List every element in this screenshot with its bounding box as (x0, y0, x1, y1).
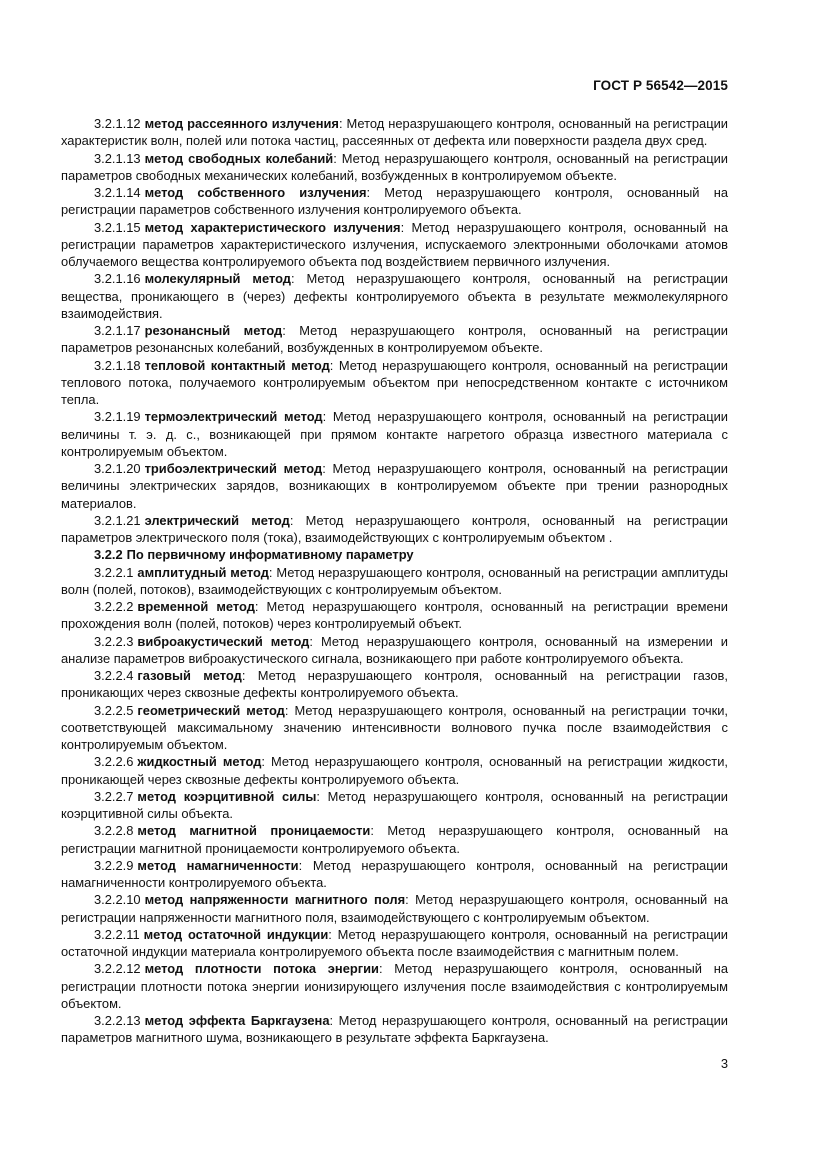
term-title: метод характеристического излучения (144, 219, 401, 235)
clause-number: 3.2.1.16 (94, 271, 141, 287)
term-definition: : Метод неразрушающего контроля, основанный на регистрации магнитной проницаемости контролируемого объекта. (61, 823, 729, 856)
term-paragraph (61, 891, 728, 926)
term-paragraph (61, 822, 728, 857)
term-definition: : Метод неразрушающего контроля, основанный на регистрации параметров свободных механических колебаний, возбужденных в контролируемом объекте. (61, 150, 728, 183)
term-title: метод рассеянного излучения (144, 116, 339, 131)
term-title: метод плотности потока энергии (144, 961, 379, 977)
term-definition: : Метод неразрушающего контроля, основанный на регистрации времени прохождения волн (полей, потоков) через контролируемый объект. (61, 599, 728, 632)
term-paragraph (61, 460, 728, 512)
term-paragraph (61, 184, 728, 219)
term-definition: : Метод неразрушающего контроля, основанный на регистрации амплитуды волн (полей, потоков), взаимодействующих с контролируемым объектом. (61, 564, 728, 597)
clause-number: 3.2.2.8 (94, 823, 134, 839)
clause-number: 3.2.2.6 (94, 754, 134, 770)
term-title: метод свободных колебаний (144, 150, 334, 166)
term-paragraph (61, 1012, 728, 1047)
clause-number: 3.2.2.1 (94, 564, 134, 580)
term-title: метод намагниченности (137, 857, 299, 873)
section-heading (61, 546, 728, 563)
term-title: термоэлектрический метод (144, 409, 323, 425)
clause-number: 3.2.2.9 (94, 857, 134, 873)
clause-number: 3.2.1.18 (94, 357, 141, 373)
term-paragraph (61, 960, 728, 1012)
document-code-header: ГОСТ Р 56542—2015 (593, 78, 728, 93)
term-definition: : Метод неразрушающего контроля, основанный на регистрации коэрцитивной силы объекта. (61, 788, 729, 821)
term-paragraph (61, 857, 728, 892)
term-definition: : Метод неразрушающего контроля, основанный на регистрации теплового потока, получаемого контролируемым объектом при непосредственном контакте с источником тепла. (61, 357, 728, 407)
term-paragraph (61, 322, 728, 357)
term-paragraph (61, 150, 728, 185)
term-title: виброакустический метод (137, 633, 310, 649)
term-definition: : Метод неразрушающего контроля, основанный на регистрации остаточной индукции материала контролируемого объекта после взаимодействия с магнитным полем. (61, 926, 729, 959)
term-title: молекулярный метод (144, 271, 291, 287)
term-paragraph (61, 598, 728, 633)
term-paragraph (61, 564, 728, 599)
term-definition: : Метод неразрушающего контроля, основанный на регистрации характеристик волн, полей или потока частиц, рассеянных от дефекта или поверхности раздела двух сред. (61, 116, 728, 149)
term-paragraph (61, 753, 728, 788)
term-definition: : Метод неразрушающего контроля, основанный на регистрации точки, соответствующей максимальному значению интенсивности волнового пучка после взаимодействия с контролируемым объектом. (61, 702, 728, 752)
term-definition: : Метод неразрушающего контроля, основанный на регистрации намагниченности контролируемого объекта. (61, 857, 728, 890)
document-body (61, 115, 728, 1047)
term-paragraph (61, 633, 728, 668)
term-definition: : Метод неразрушающего контроля, основанный на регистрации параметров характеристического излучения, испускаемого электронными оболочками атомов облучаемого вещества контролируемого объекта под воздействием первичного излучения. (61, 219, 728, 269)
term-title: резонансный метод (144, 323, 283, 338)
term-definition: : Метод неразрушающего контроля, основанный на регистрации величины электрических зарядов, возникающих в контролируемом объекте при трении разнородных материалов. (61, 461, 728, 511)
clause-number: 3.2.1.12 (94, 116, 141, 131)
term-title: геометрический метод (137, 702, 285, 718)
clause-number: 3.2.1.15 (94, 219, 141, 235)
term-paragraph (61, 357, 728, 409)
clause-number: 3.2.2.4 (94, 668, 134, 683)
term-title: газовый метод (137, 668, 242, 683)
term-definition: : Метод неразрушающего контроля, основанный на регистрации параметров резонансных колебаний, возбужденных в контролируемом объекте. (61, 323, 728, 356)
term-paragraph (61, 270, 728, 322)
clause-number: 3.2.2.11 (94, 926, 140, 942)
term-paragraph (61, 702, 728, 754)
clause-number: 3.2.1.21 (94, 512, 141, 528)
term-definition: : Метод неразрушающего контроля, основанный на регистрации параметров электрического поля (тока), взаимодействующих с контролируемым объектом . (61, 512, 728, 545)
term-paragraph (61, 926, 728, 961)
term-title: метод магнитной проницаемости (137, 823, 371, 839)
clause-number: 3.2.2.10 (94, 892, 141, 908)
clause-number: 3.2.2.2 (94, 599, 134, 614)
term-paragraph (61, 788, 728, 823)
term-title: метод эффекта Баркгаузена (144, 1013, 330, 1028)
clause-number: 3.2.2.3 (94, 633, 134, 649)
term-paragraph (61, 408, 728, 460)
clause-number: 3.2.1.17 (94, 323, 141, 338)
term-title: амплитудный метод (137, 564, 269, 580)
clause-number: 3.2.1.20 (94, 461, 141, 476)
term-definition: : Метод неразрушающего контроля, основанный на регистрации параметров собственного излучения контролируемого объекта. (61, 185, 728, 218)
term-definition: : Метод неразрушающего контроля, основанный на измерении и анализе параметров виброакустического сигнала, возникающего при работе контролируемого объекта. (61, 633, 728, 666)
clause-number: 3.2.1.13 (94, 150, 141, 166)
term-title: электрический метод (144, 512, 290, 528)
term-definition: : Метод неразрушающего контроля, основанный на регистрации газов, проникающих через сквозные дефекты контролируемого объекта. (61, 668, 728, 701)
section-title: По первичному информативному параметру (126, 547, 414, 563)
term-definition: : Метод неразрушающего контроля, основанный на регистрации параметров магнитного шума, возникающего в результате эффекта Баркгаузена. (61, 1013, 728, 1046)
term-paragraph (61, 512, 728, 547)
term-title: метод напряженности магнитного поля (144, 892, 406, 908)
clause-number: 3.2.2.13 (94, 1013, 141, 1028)
term-paragraph (61, 667, 728, 702)
section-number: 3.2.2 (94, 547, 123, 563)
clause-number: 3.2.2.12 (94, 961, 141, 977)
term-title: жидкостный метод (137, 754, 262, 770)
term-title: метод собственного излучения (144, 185, 367, 200)
term-definition: : Метод неразрушающего контроля, основанный на регистрации величины т. э. д. с., возникающей при прямом контакте нагретого образца известного материала с контролируемым объектом. (61, 409, 728, 459)
term-title: метод коэрцитивной силы (137, 788, 317, 804)
page-number: 3 (720, 1056, 728, 1071)
term-definition: : Метод неразрушающего контроля, основанный на регистрации напряженности магнитного поля, взаимодействующего с контролируемым объектом. (61, 892, 728, 925)
term-title: трибоэлектрический метод (144, 461, 323, 476)
clause-number: 3.2.2.5 (94, 702, 134, 718)
term-paragraph (61, 115, 728, 150)
term-title: метод остаточной индукции (143, 926, 329, 942)
term-definition: : Метод неразрушающего контроля, основанный на регистрации жидкости, проникающей через сквозные дефекты контролируемого объекта. (61, 754, 728, 787)
clause-number: 3.2.2.7 (94, 788, 134, 804)
term-definition: : Метод неразрушающего контроля, основанный на регистрации вещества, проникающего в (через) дефекты контролируемого объекта в результате межмолекулярного взаимодействия. (61, 271, 728, 321)
clause-number: 3.2.1.14 (94, 185, 141, 200)
clause-number: 3.2.1.19 (94, 409, 141, 425)
term-title: тепловой контактный метод (144, 357, 330, 373)
term-paragraph (61, 219, 728, 271)
term-definition: : Метод неразрушающего контроля, основанный на регистрации плотности потока энергии ионизирующего излучения после взаимодействия с контролируемым объектом. (61, 961, 728, 1011)
term-title: временной метод (137, 599, 255, 614)
